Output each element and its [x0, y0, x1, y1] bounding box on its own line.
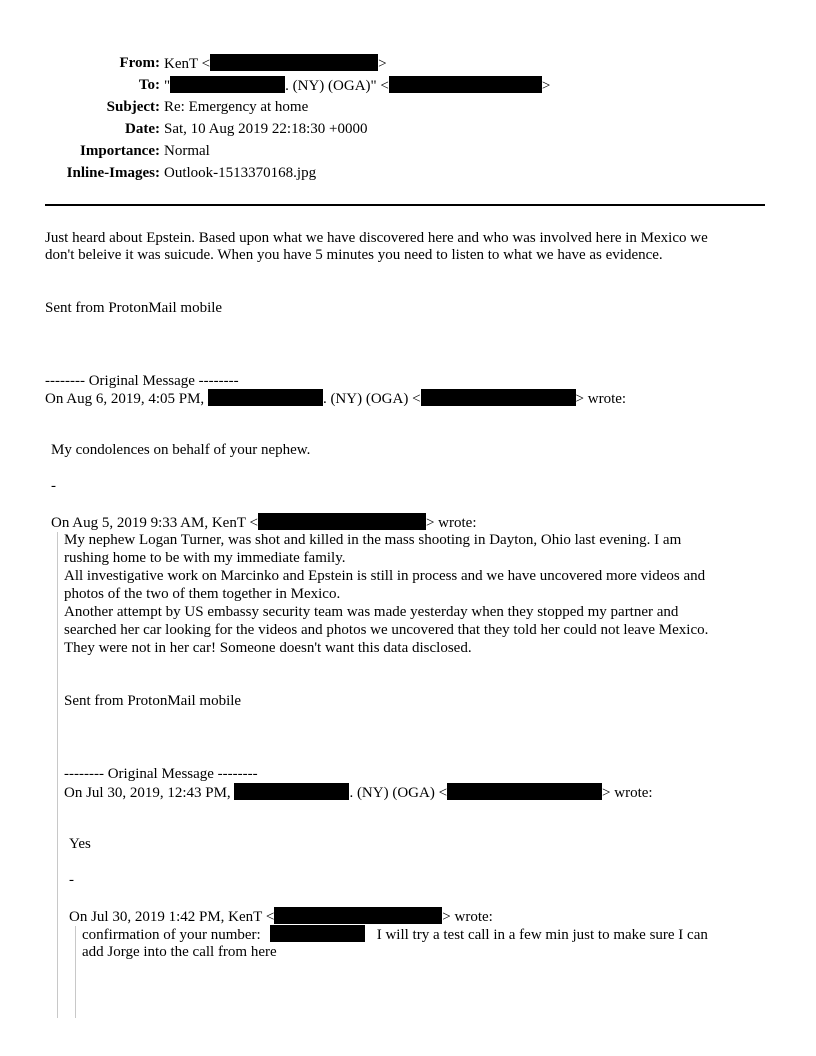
to-value [164, 76, 550, 95]
inline-images-label: Inline-Images: [66, 165, 160, 181]
quoted-dash: - [51, 478, 56, 494]
redaction-box [258, 513, 426, 530]
redaction-box [389, 76, 542, 93]
quoted-line-start: confirmation of your number: [82, 927, 261, 943]
quoted-line [82, 925, 708, 944]
to-mid: . (NY) (OGA)" < [285, 78, 389, 94]
attribution-mid: . (NY) (OGA) < [322, 391, 421, 407]
attribution-start: On Aug 6, 2019, 4:05 PM, [45, 391, 205, 407]
to-label: To: [138, 77, 160, 93]
redaction-box [274, 907, 442, 924]
quoted-line-end: I will try a test call in a few min just to make sure I can [376, 927, 708, 943]
signature: Sent from ProtonMail mobile [45, 300, 223, 316]
attribution-end: > wrote: [575, 391, 627, 407]
attribution-start: On Jul 30, 2019 1:42 PM, KenT < [69, 909, 275, 925]
attribution-start: On Jul 30, 2019, 12:43 PM, [64, 785, 231, 801]
inline-images-value: Outlook-1513370168.jpg [164, 165, 317, 181]
attribution-mid: . (NY) (OGA) < [349, 785, 448, 801]
body-line: Just heard about Epstein. Based upon what we have discovered here and who was involved here in Mexico we [45, 230, 708, 246]
redaction-box [270, 925, 365, 942]
original-message-divider: -------- Original Message -------- [64, 766, 258, 782]
attribution-end: > wrote: [425, 515, 477, 531]
importance-label: Importance: [80, 143, 160, 159]
redaction-box [447, 783, 602, 800]
quoted-line: Another attempt by US embassy security team was made yesterday when they stopped my partner and [64, 604, 679, 620]
quoted-line: They were not in her car! Someone doesn't want this data disclosed. [64, 640, 472, 656]
redaction-box [208, 389, 323, 406]
quote-bar [57, 532, 58, 1018]
redaction-box [210, 54, 378, 71]
subject-label: Subject: [106, 99, 160, 115]
quote-bar [75, 926, 76, 1018]
original-message-divider: -------- Original Message -------- [45, 373, 239, 389]
quoted-line: rushing home to be with my immediate family. [64, 550, 346, 566]
redaction-box [170, 76, 285, 93]
quote-attribution [64, 783, 653, 802]
quote-attribution [45, 389, 626, 408]
quoted-text: Yes [69, 836, 91, 852]
quote-attribution [69, 907, 493, 926]
importance-value: Normal [164, 143, 210, 159]
quoted-line: photos of the two of them together in Mexico. [64, 586, 341, 602]
quoted-line: My nephew Logan Turner, was shot and killed in the mass shooting in Dayton, Ohio last evening. I am [64, 532, 682, 548]
from-close: > [378, 56, 387, 72]
quoted-line: searched her car looking for the videos and photos we uncovered that they told her could not leave Mexico. [64, 622, 709, 638]
body-line: don't beleive it was suicude. When you have 5 minutes you need to listen to what we have as evidence. [45, 247, 663, 263]
to-close: > [541, 78, 551, 94]
signature: Sent from ProtonMail mobile [64, 693, 242, 709]
date-value: Sat, 10 Aug 2019 22:18:30 +0000 [164, 121, 368, 137]
attribution-start: On Aug 5, 2019 9:33 AM, KenT < [51, 515, 258, 531]
to-open: " [164, 78, 171, 94]
quoted-text: My condolences on behalf of your nephew. [51, 442, 311, 458]
date-label: Date: [125, 121, 160, 137]
quoted-line: All investigative work on Marcinko and Epstein is still in process and we have uncovered more videos and [64, 568, 706, 584]
quoted-dash: - [69, 872, 74, 888]
attribution-end: > wrote: [442, 909, 493, 925]
redaction-box [234, 783, 349, 800]
quote-attribution [51, 513, 476, 532]
quoted-line: add Jorge into the call from here [82, 944, 277, 960]
subject-value: Re: Emergency at home [164, 99, 309, 115]
attribution-end: > wrote: [602, 785, 653, 801]
redaction-box [421, 389, 576, 406]
header-divider [45, 204, 765, 206]
from-value [164, 54, 387, 73]
from-name: KenT < [164, 56, 211, 72]
from-label: From: [119, 55, 160, 71]
